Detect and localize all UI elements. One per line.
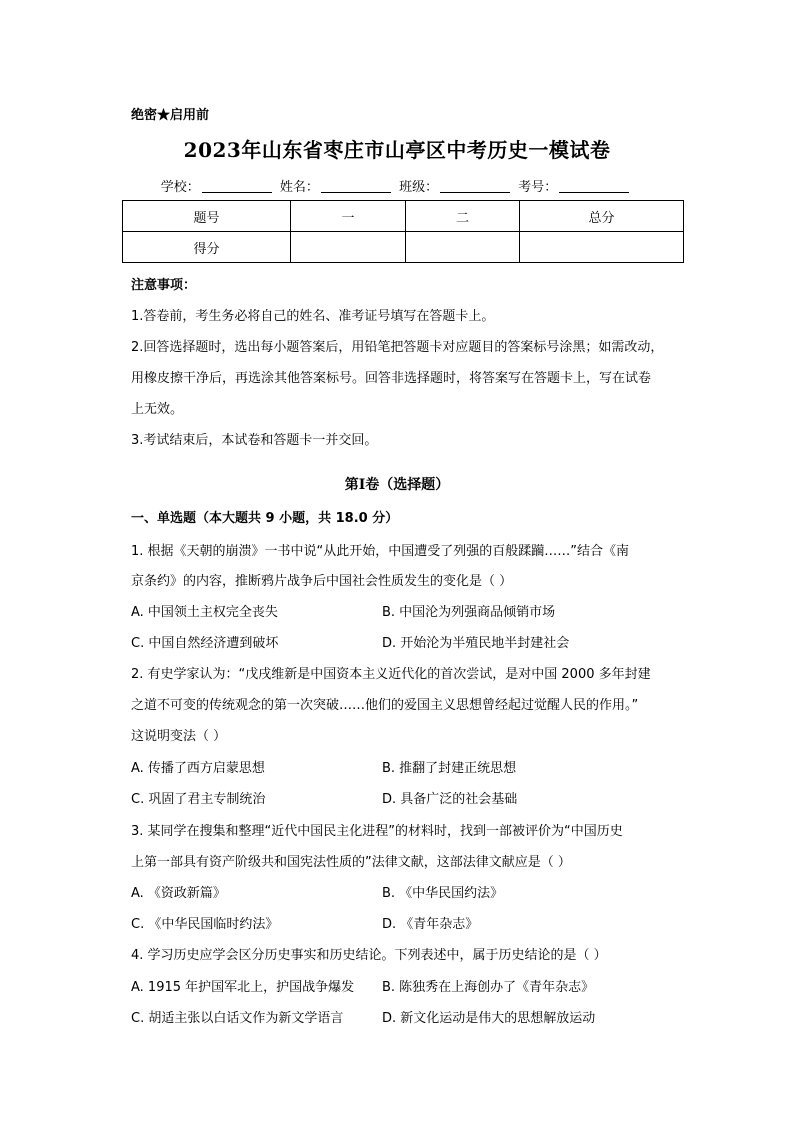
school-label: 学校： <box>160 180 200 195</box>
option-c: C. 中国自然经济遭到破坏 <box>131 636 279 651</box>
note-line: 2.回答选择题时，选出每小题答案后，用铅笔把答题卡对应题目的答案标号涂黑；如需改动， <box>131 340 664 355</box>
option-c: C. 《中华民国临时约法》 <box>131 917 279 932</box>
exam-no-label: 考号： <box>518 180 558 195</box>
option-a: A. 中国领土主权完全丧失 <box>131 605 278 620</box>
notes-title: 注意事项： <box>131 278 197 293</box>
option-d: D. 开始沦为半殖民地半封建社会 <box>382 636 570 651</box>
question-3-line: 上第一部具有资产阶级共和国宪法性质的”法律文献，这部法律文献应是（ ） <box>131 855 571 870</box>
question-2-line: 2. 有史学家认为：“戊戌维新是中国资本主义近代化的首次尝试，是对中国 2000 多年封建 <box>131 667 651 682</box>
option-c: C. 巩固了君主专制统治 <box>131 792 266 807</box>
section-title: 第Ⅰ卷（选择题） <box>344 477 450 493</box>
option-b: B. 陈独秀在上海创办了《青年杂志》 <box>382 980 595 995</box>
option-d: D. 具备广泛的社会基础 <box>382 792 518 807</box>
question-1-line: 京条约》的内容，推断鸦片战争后中国社会性质发生的变化是（ ） <box>131 574 513 589</box>
option-c: C. 胡适主张以白话文作为新文学语言 <box>131 1011 344 1026</box>
option-b: B. 推翻了封建正统思想 <box>382 761 517 776</box>
option-b: B. 《中华民国约法》 <box>382 886 504 901</box>
exam-no-blank <box>559 179 629 193</box>
class-blank <box>440 179 510 193</box>
question-3-line: 3. 某同学在搜集和整理“近代中国民主化进程”的材料时，找到一部被评价为“中国历史 <box>131 824 623 839</box>
score-header-cell: 二 <box>406 201 520 232</box>
school-blank <box>202 179 272 193</box>
name-label: 姓名： <box>279 180 319 195</box>
option-d: D. 《青年杂志》 <box>382 917 479 932</box>
note-line: 1.答卷前，考生务必将自己的姓名、准考证号填写在答题卡上。 <box>131 309 495 324</box>
option-d: D. 新文化运动是伟大的思想解放运动 <box>382 1011 596 1026</box>
name-blank <box>321 179 391 193</box>
part-title: 一、单选题（本大题共 9 小题，共 18.0 分） <box>131 511 399 526</box>
secret-label: 绝密★启用前 <box>131 108 210 123</box>
class-label: 班级： <box>399 180 439 195</box>
question-2-line: 这说明变法（ ） <box>131 729 227 744</box>
score-cell <box>406 232 520 263</box>
question-2-line: 之道不可变的传统观念的第一次突破……他们的爱国主义思想曾经起过觉醒人民的作用。” <box>131 698 639 713</box>
score-header-cell: 题号 <box>123 201 291 232</box>
score-table <box>122 200 684 263</box>
option-a: A. 传播了西方启蒙思想 <box>131 761 265 776</box>
score-cell <box>291 232 406 263</box>
student-info-line <box>0 176 794 195</box>
score-header-cell: 一 <box>291 201 406 232</box>
note-line: 上无效。 <box>131 402 184 417</box>
note-line: 3.考试结束后，本试卷和答题卡一并交回。 <box>131 433 378 448</box>
question-1-line: 1. 根据《天朝的崩溃》一书中说“从此开始，中国遭受了列强的百般蹂躏……”结合《南 <box>131 544 630 559</box>
note-line: 用橡皮擦干净后，再选涂其他答案标号。回答非选择题时，将答案写在答题卡上，写在试卷 <box>131 371 652 386</box>
score-table-header-row <box>123 201 684 232</box>
score-table-score-row <box>123 232 684 263</box>
question-4-line: 4. 学习历史应学会区分历史事实和历史结论。下列表述中，属于历史结论的是（ ） <box>131 948 607 963</box>
option-b: B. 中国沦为列强商品倾销市场 <box>382 605 556 620</box>
score-row-label: 得分 <box>123 232 291 263</box>
option-a: A. 《资政新篇》 <box>131 886 226 901</box>
option-a: A. 1915 年护国军北上，护国战争爆发 <box>131 980 355 995</box>
score-cell <box>520 232 684 263</box>
score-header-cell: 总分 <box>520 201 684 232</box>
exam-title: 2023年山东省枣庄市山亭区中考历史一模试卷 <box>183 138 611 162</box>
